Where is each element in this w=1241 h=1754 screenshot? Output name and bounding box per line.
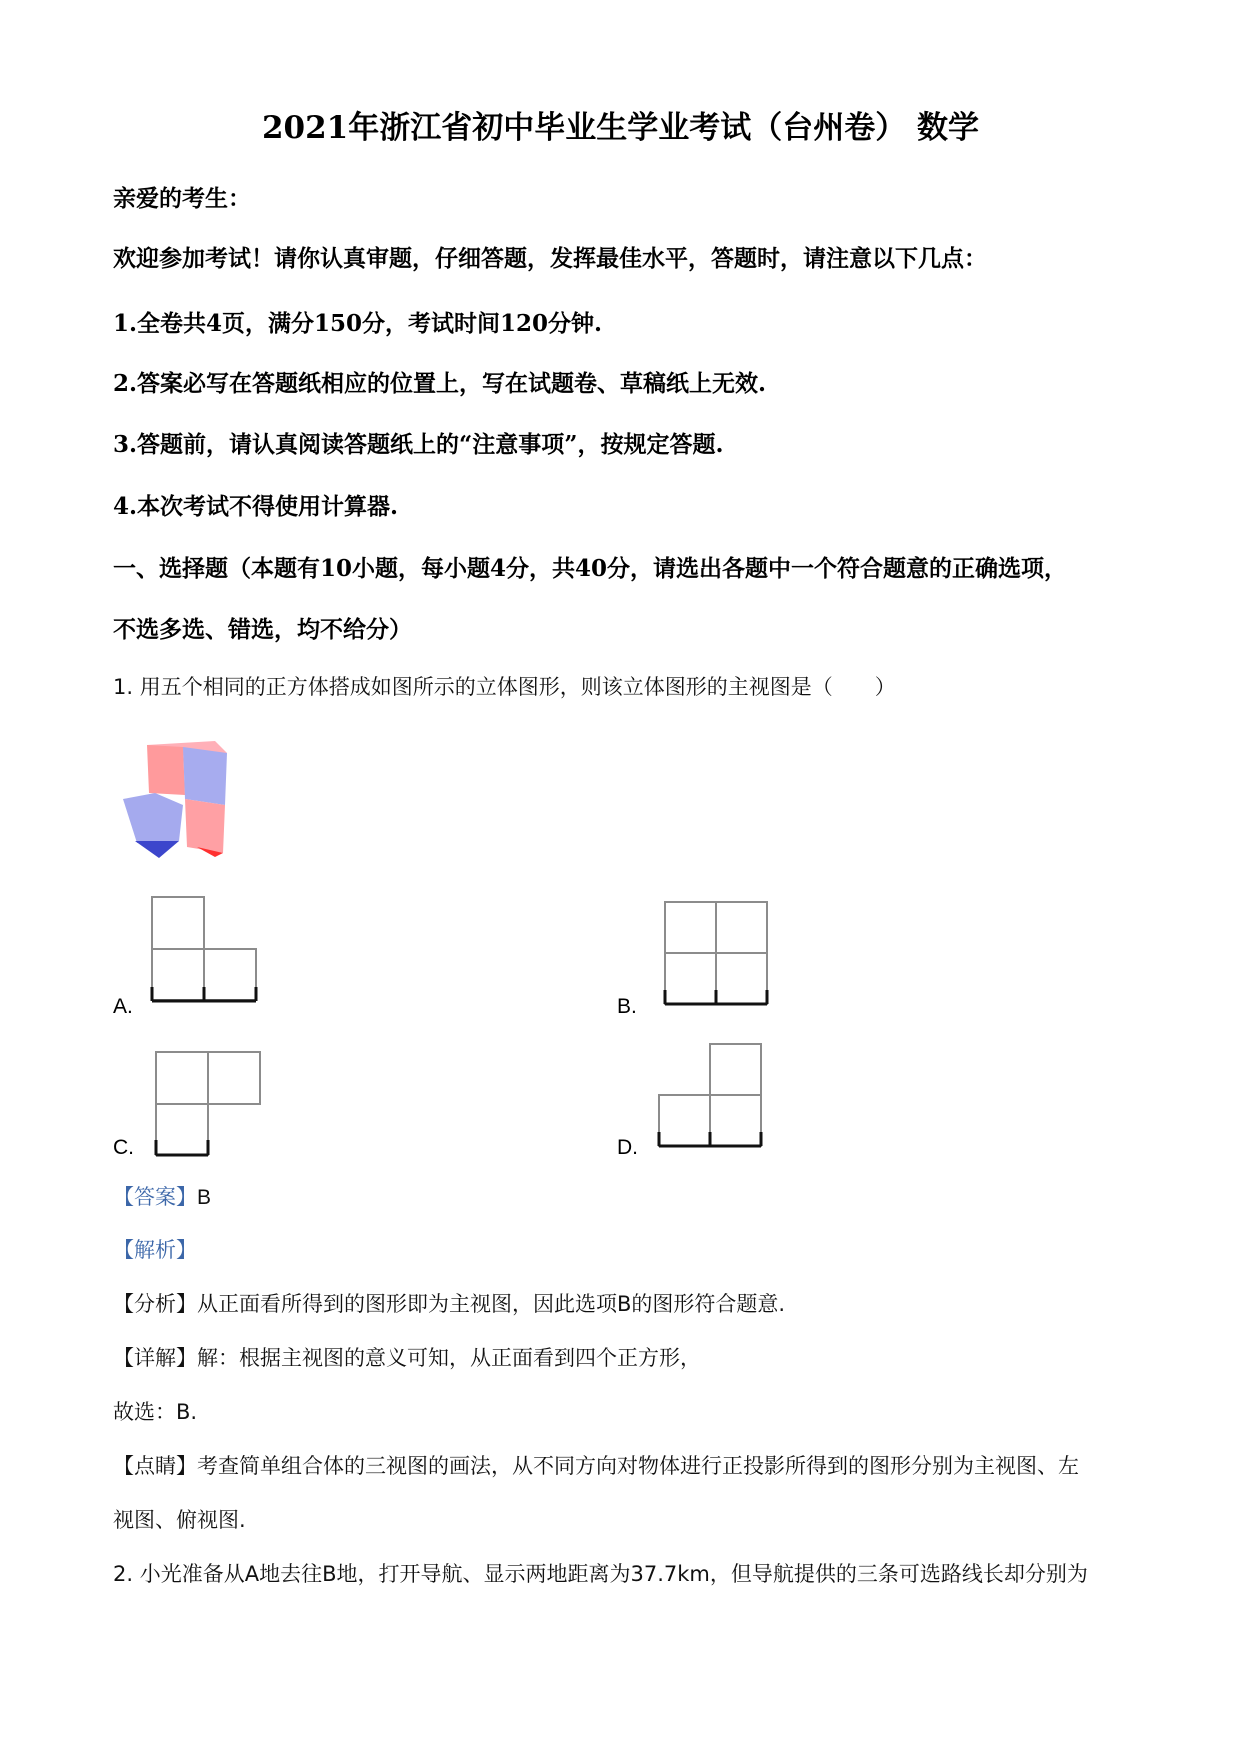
- option-a-label[interactable]: A.: [113, 995, 133, 1018]
- analysis-label: 【解析】: [113, 1238, 197, 1262]
- xiangjie-text: 解：根据主视图的意义可知，从正面看到四个正方形，: [197, 1346, 701, 1370]
- greeting: 亲爱的考生：: [113, 186, 251, 212]
- dianjing-text-cont: 视图、俯视图.: [113, 1508, 246, 1532]
- section-heading-cont: 不选多选、错选，均不给分）: [113, 617, 412, 643]
- option-c-figure[interactable]: [154, 1050, 264, 1160]
- xiangjie-line: [113, 1342, 701, 1372]
- dianjing-text: 考查简单组合体的三视图的画法，从不同方向对物体进行正投影所得到的图形分别为主视图、左: [197, 1454, 1079, 1478]
- answer-label: 【答案】: [113, 1185, 197, 1209]
- instruction-2: 2.答案必写在答题纸相应的位置上，写在试题卷、草稿纸上无效.: [113, 370, 767, 397]
- question-1-stem: 1. 用五个相同的正方体搭成如图所示的立体图形，则该立体图形的主视图是（ ）: [113, 675, 896, 699]
- question-2-stem: 2. 小光准备从A地去往B地，打开导航、显示两地距离为37.7km，但导航提供的三条可选路线长却分别为: [113, 1562, 1088, 1586]
- page-title: 2021年浙江省初中毕业生学业考试（台州卷） 数学: [261, 110, 980, 146]
- section-heading: 一、选择题（本题有10小题，每小题4分，共40分，请选出各题中一个符合题意的正确选项，: [113, 555, 1068, 582]
- instruction-4: 4.本次考试不得使用计算器.: [113, 493, 399, 520]
- answer-value: B: [197, 1186, 212, 1209]
- answer-line: [113, 1181, 211, 1211]
- option-d-label[interactable]: D.: [617, 1136, 638, 1159]
- fenxi-text: 从正面看所得到的图形即为主视图，因此选项B的图形符合题意.: [197, 1292, 786, 1316]
- xiangjie-label: 【详解】: [113, 1346, 197, 1370]
- cube-stack-figure: [115, 735, 255, 865]
- fenxi-label: 【分析】: [113, 1292, 197, 1316]
- dianjing-label: 【点睛】: [113, 1454, 197, 1478]
- instruction-1: 1.全卷共4页，满分150分，考试时间120分钟.: [113, 310, 603, 337]
- instruction-3: 3.答题前，请认真阅读答题纸上的“注意事项”，按规定答题.: [113, 431, 724, 458]
- option-b-figure[interactable]: [663, 900, 773, 1010]
- dianjing-line: [113, 1450, 1079, 1480]
- option-b-label[interactable]: B.: [617, 995, 637, 1018]
- welcome-text: 欢迎参加考试！请你认真审题，仔细答题，发挥最佳水平，答题时，请注意以下几点：: [113, 246, 987, 272]
- option-a-figure[interactable]: [150, 895, 260, 1007]
- option-c-label[interactable]: C.: [113, 1136, 134, 1159]
- fenxi-line: [113, 1288, 785, 1318]
- option-d-figure[interactable]: [657, 1042, 767, 1154]
- conclusion-text: 故选：B.: [113, 1400, 198, 1424]
